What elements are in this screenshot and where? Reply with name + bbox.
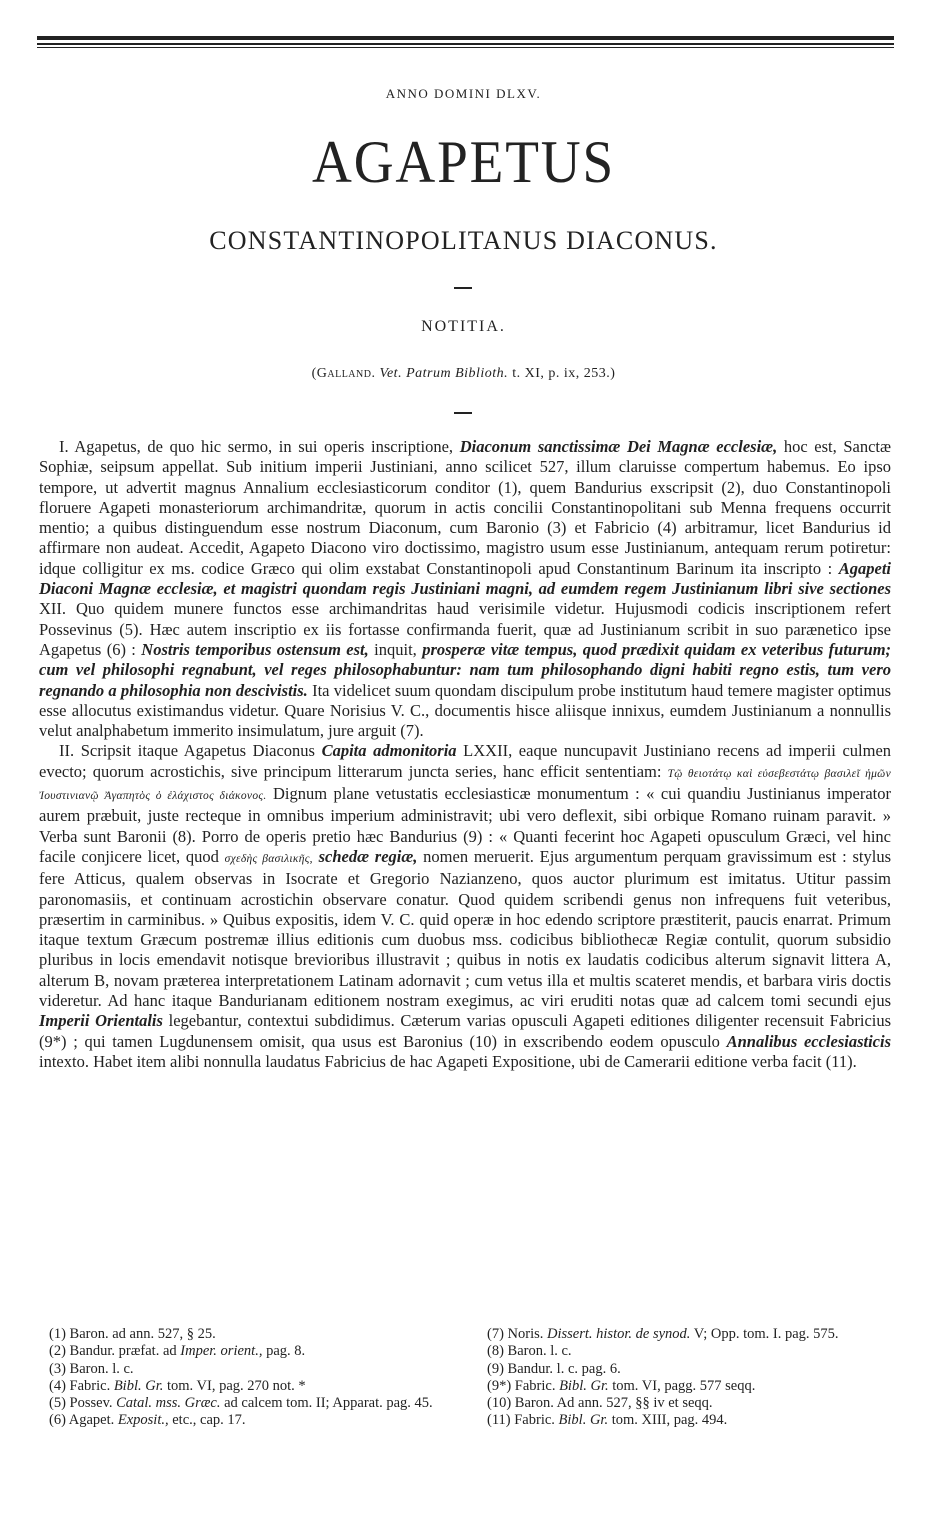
footnote: (9) Bandur. l. c. pag. 6. — [487, 1360, 621, 1377]
header-rule-thin — [37, 43, 894, 45]
header-rule-thick — [37, 36, 894, 40]
footnote: (9*) Fabric. Bibl. Gr. tom. VI, pagg. 577 seqq. — [487, 1377, 756, 1394]
body-text — [39, 437, 891, 1072]
source-citation — [0, 366, 927, 382]
text-run: legebantur, contextui subdidimus. Cæterum varias opusculi Agapeti editiones diligenter recensuit Fabricius (9*) ; qui tamen Lugdunensem omisit, qua usus est Baronius (10) in exscribendo eodem opusculo — [39, 1011, 892, 1051]
footnote: (3) Baron. l. c. — [49, 1360, 134, 1377]
paragraph-1 — [39, 437, 891, 741]
running-head: ANNO DOMINI DLXV. — [385, 86, 542, 101]
text-run: LXXII, eaque nuncupavit Justiniano recens ad imperii culmen evecto; quorum acrostichis, sive principum litterarum juncta series, hanc efficit sententiam: — [39, 741, 892, 781]
footnotes-right-column — [477, 1326, 891, 1430]
text-run: intexto. Habet item alibi nonnulla laudatus Fabricius de hac Agapeti Expositione, ubi de Camerarii editione verba facit (11). — [39, 1051, 857, 1071]
greek-phrase: σχεδὴς βασιλικῆς, — [224, 852, 313, 865]
italic-run: prosperæ vitæ tempus, quod prædixit quidam ex veteribus futurum; cum vel philosophi regnabunt, vel reges philosophabuntur: nam tum philosophando digni habiti regno estis, tum vero regnando a philosophia non descivistis. — [39, 639, 892, 700]
divider-dash — [454, 287, 472, 289]
footnote: (4) Fabric. Bibl. Gr. tom. VI, pag. 270 not. * — [49, 1377, 306, 1394]
text-run: Dignum plane vetustatis ecclesiasticæ monumentum : « cui quandiu Justinianus imperator aurem præbuit, juste recteque in omnibus imperium administravit; ubi vero deflexit, sibi orbique Romano ruinam paravit. » Verba sunt Baronii (8). Porro de operis pretio hæc Bandurius (9) : « Quanti fecerint hoc Agapeti opusculum Græci, vel hinc facile conjicere licet, quod — [39, 784, 892, 866]
section-heading: NOTITIA. — [421, 318, 506, 335]
source-author: Galland. — [316, 366, 376, 381]
italic-run: Capita admonitoria — [321, 741, 457, 761]
footnote: (8) Baron. l. c. — [487, 1343, 572, 1360]
text-run: XII. Quo quidem munere functos esse archimandritas haud verisimile videtur. Hujusmodi codicis inscriptionem refert Possevinus (5). Hæc autem inscriptio ex iis fortasse confirmanda fuerit, quæ ad Justinianum scribit in suo parænetico ipse Agapetus (6) : — [39, 599, 891, 659]
italic-run: Imperii Orientalis — [39, 1011, 163, 1031]
footnote: (7) Noris. Dissert. histor. de synod. V; Opp. tom. I. pag. 575. — [487, 1326, 839, 1342]
source-location: t. XI, p. ix, 253.) — [512, 366, 616, 381]
footnotes-left-column — [39, 1326, 449, 1430]
page-title: AGAPETUS — [311, 129, 615, 195]
text-run: I. Agapetus, de quo hic sermo, in sui operis inscriptione, — [59, 437, 454, 456]
italic-run: Annalibus ecclesiasticis — [726, 1031, 892, 1051]
footnote: (2) Bandur. præfat. ad Imper. orient., pag. 8. — [49, 1343, 306, 1360]
footnote: (11) Fabric. Bibl. Gr. tom. XIII, pag. 494. — [487, 1412, 728, 1429]
page-subtitle: CONSTANTINOPOLITANUS DIACONUS. — [209, 226, 718, 255]
text-run: inquit, — [374, 639, 417, 659]
footnote: (5) Possev. Catal. mss. Græc. ad calcem tom. II; Apparat. pag. 45. — [49, 1395, 433, 1412]
divider-dash — [454, 412, 472, 414]
italic-run: Nostris temporibus ostensum est, — [141, 639, 369, 659]
italic-run: Diaconum sanctissimæ Dei Magnæ ecclesiæ, — [459, 437, 778, 456]
paragraph-2 — [39, 741, 891, 1072]
footnote: (6) Agapet. Exposit., etc., cap. 17. — [49, 1412, 246, 1429]
source-open: ( — [311, 366, 317, 381]
greek-acrostic: Τῷ θειοτάτῳ καὶ εὐσεβεστάτῳ βασιλεῖ ἡμῶν Ἰουστινιανῷ Ἀγαπητὸς ὁ ἐλάχιστος διάκονος. — [39, 767, 892, 803]
text-run: hoc est, Sanctæ Sophiæ, seipsum appellat. Sub initium imperii Justiniani, anno scilicet 527, illum claruisse compertum habemus. Eo ipso tempore, ut advertit magnus Annalium ecclesiasticorum conditor (1), quem Bandurius exscripsit (2), duo Constantinopoli floruere Agapeti monasteriorum archimandritæ, quorum in actis concilii Constantinopolitani sub Menna frequens occurrit mentio; a quibus distinguendum esse nostrum Diaconum, cum Baronio (3) et Fabricio (4) arbitramur, licet Bandurius id affirmare non audeat. Accedit, Agapeto Diacono viro doctissimo, magistro usum esse Justinianum, antequam rerum potiretur: idque colligitur ex ms. codice Græco qui olim exstabat Constantinopoli apud Constantinum Barinum ita inscripto : — [39, 437, 892, 578]
italic-run: Agapeti Diaconi Magnæ ecclesiæ, et magistri quondam regis Justiniani magni, ad eumdem regem Justinianum libri sive sectiones — [39, 558, 892, 599]
text-run: Ita videlicet suum quondam discipulum probe institutum haud temere magister optimus esse allocutus existimandus videtur. Quare Norisius V. C., documentis hisce aliisque innixus, eumdem Justinianum a nonnullis velut analphabetum immerito insimulatum, jure arguit (7). — [39, 680, 891, 741]
text-run: II. Scripsit itaque Agapetus Diaconus — [59, 741, 315, 761]
source-work: Vet. Patrum Biblioth. — [379, 366, 509, 381]
footnote: (1) Baron. ad ann. 527, § 25. — [49, 1326, 216, 1342]
header-rule-hair — [37, 47, 894, 48]
italic-run: schedæ regiæ, — [318, 846, 418, 866]
text-run: nomen meruerit. Ejus argumentum perquam gravissimum est : stylus fere Atticus, qualem observas in Isocrate et Gregorio Nazianzeno, quos auctor plurimum est imitatus. Utitur passim paronomasiis, et continuam acrostichin observare conatur. Quod quidem scribendi genus non infrequens fuit veteribus, præsertim in carminibus. » Quibus expositis, idem V. C. quid operæ in hoc edendo scriptore præstiterit, paucis enarrat. Primum itaque textum Græcum postremæ illius editionis cum duobus mss. codicibus bibliothecæ Regiæ contulit, quorum subsidio pluribus in locis emendavit notisque brevioribus illustravit ; quibus in notis ex laudatis codicibus alterum signavit littera A, alterum B, novam præterea interpretationem Latinam adornavit ; cum vetus illa et multis scateret mendis, et barbara viris doctis videretur. Ad hanc itaque Bandurianam editionem nostram exegimus, ac viri eruditi notas quæ ad calcem tomi secundi ejus — [39, 846, 892, 1011]
footnote: (10) Baron. Ad ann. 527, §§ iv et seqq. — [487, 1395, 713, 1412]
